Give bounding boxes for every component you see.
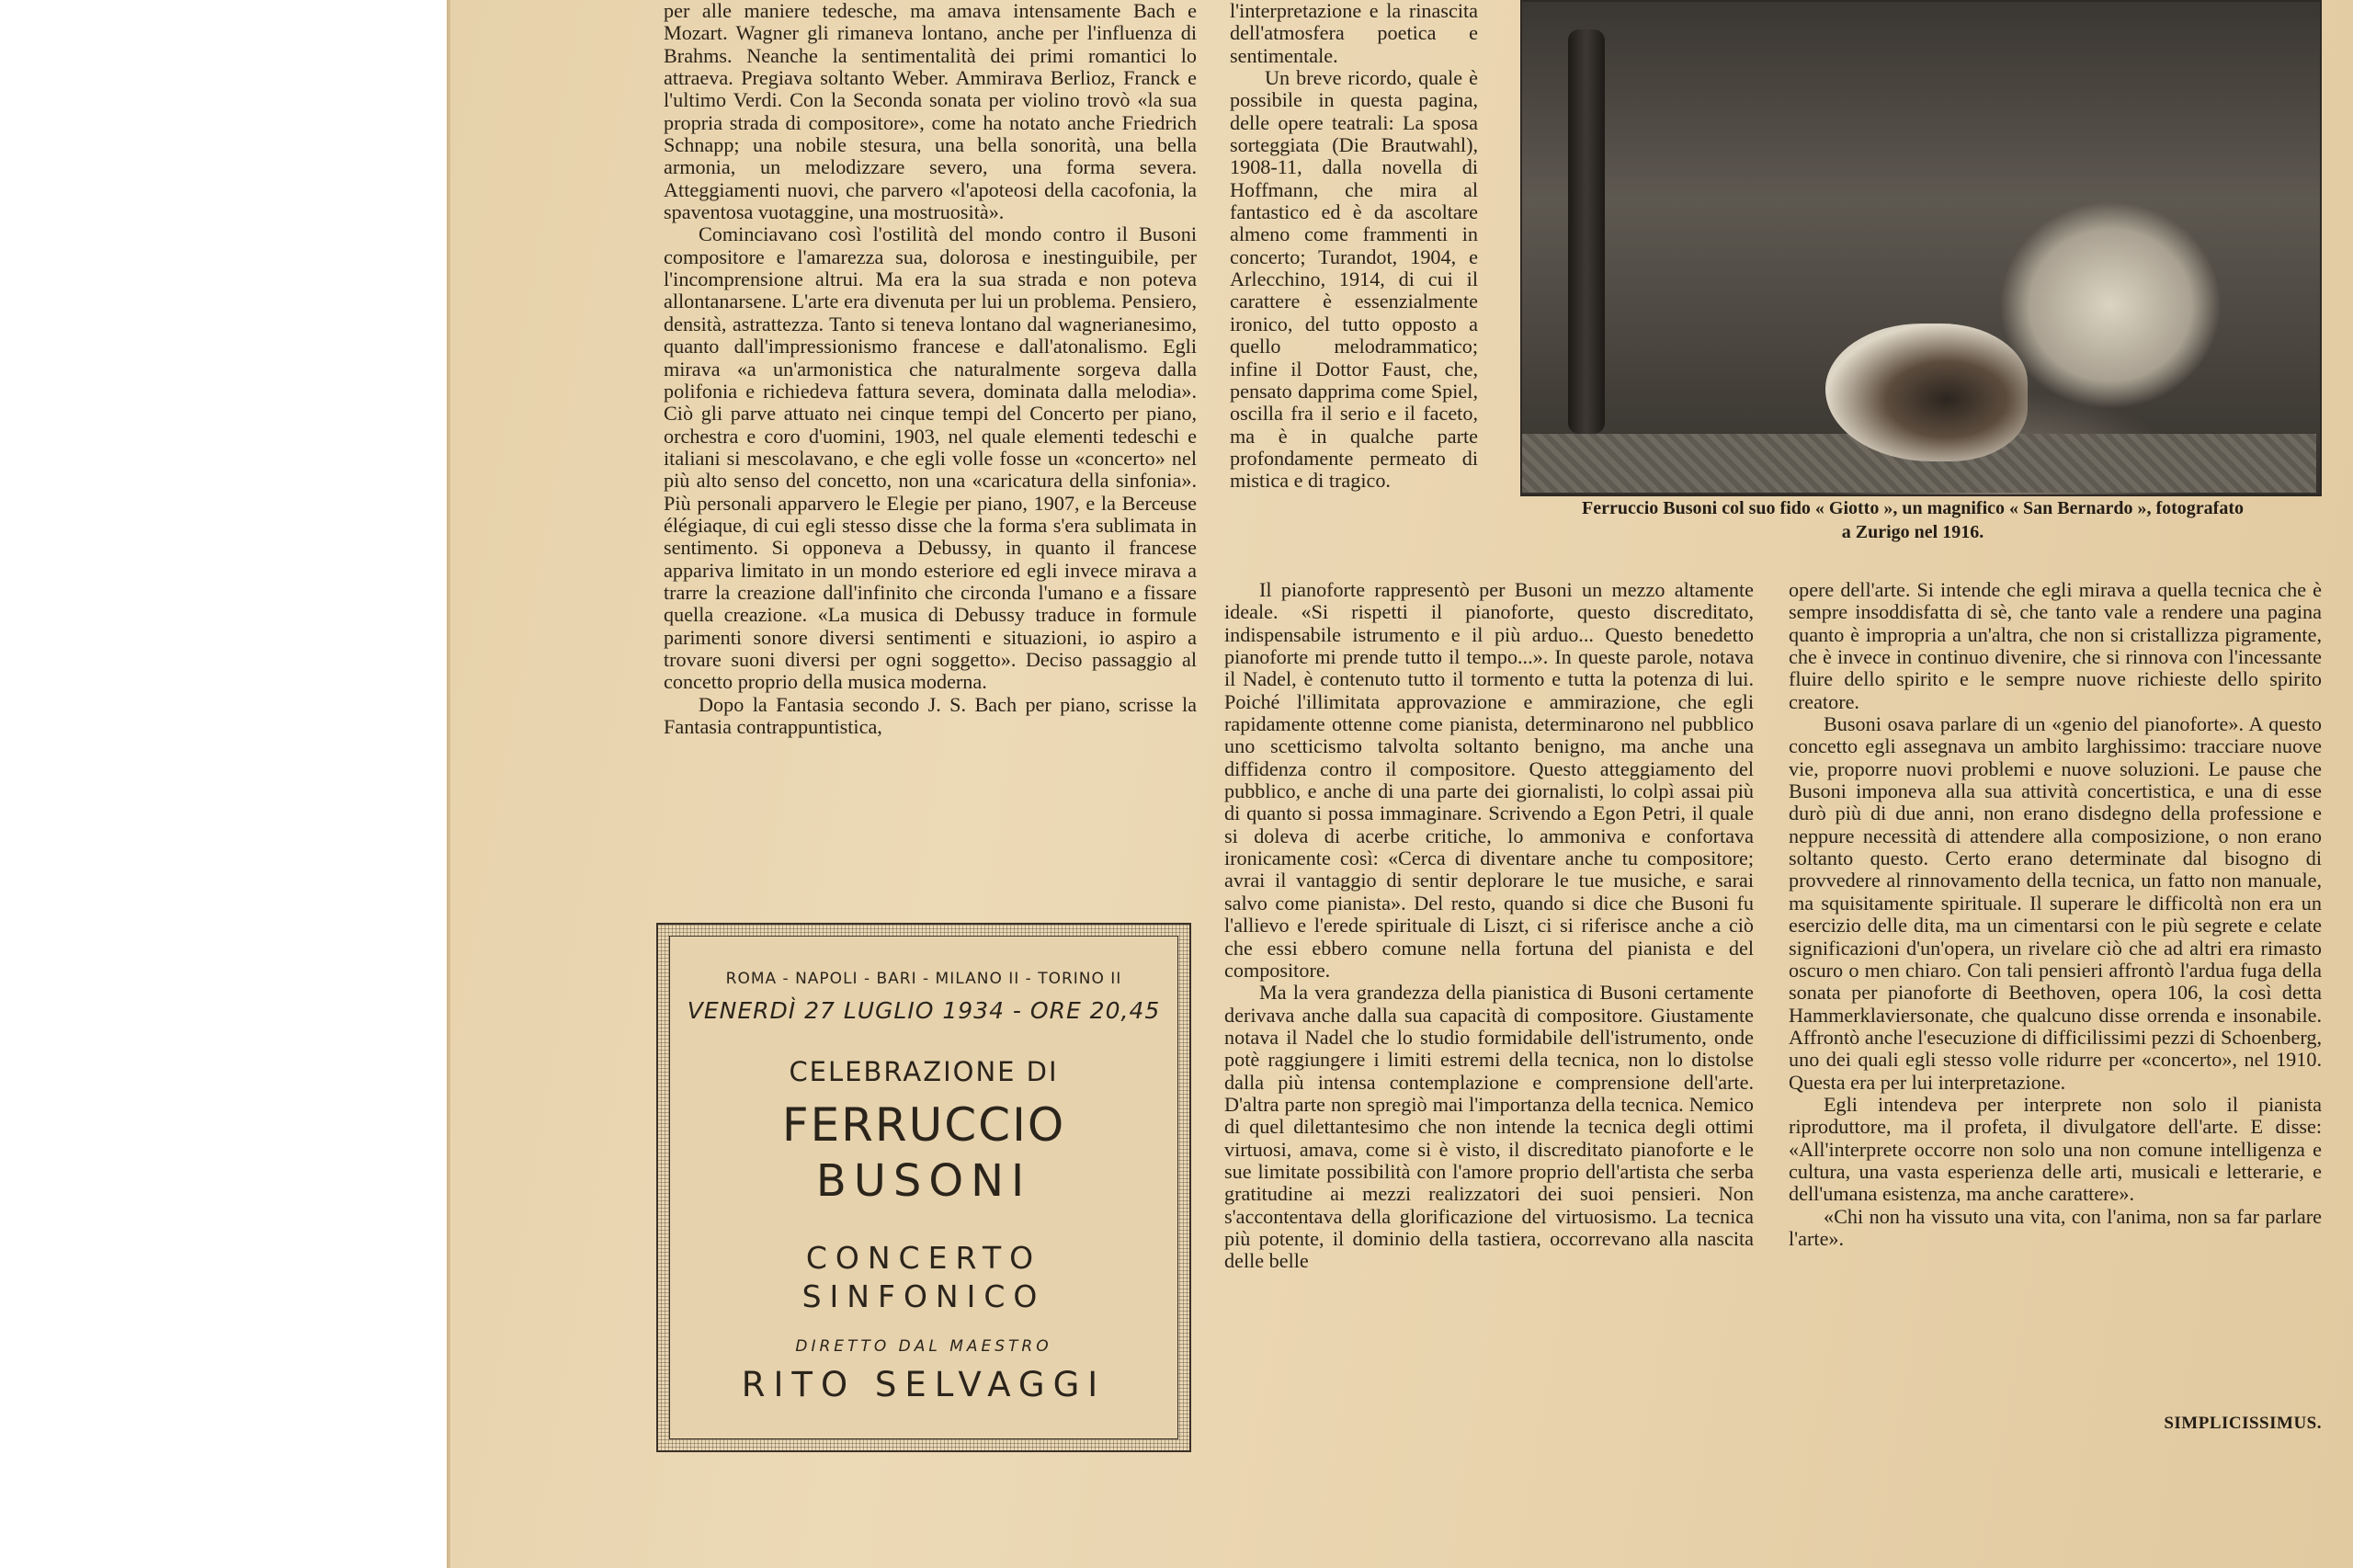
busoni-dog-photo [1520,0,2322,496]
ad-symphonic: SINFONICO [801,1278,1046,1314]
paragraph: Il pianoforte rappresentò per Busoni un mezzo altamente ideale. «Si rispetti il pianoforte, questo discreditato, indispensabile istrumento e il più arduo... Questo benedetto pianoforte mi prende tutto il tempo...». In queste parole, notava il Nadel, è contenuto tutto il tormento e tutta la potenza di lui. Poiché l'illimitata approvazione e ammirazione, che egli rapidamente ottenne come pianista, determinarono nel pubblico uno scetticismo talvolta soltanto benigno, ma anche una diffidenza contro il compositore. Questo atteggiamento del pubblico, e anche di una parte dei giornalisti, lo colpì assai più di quanto si possa immaginare. Scrivendo a Egon Petri, il quale si doleva di acerbe critiche, lo ammoniva e confortava ironicamente così: «Cerca di diventare anche tu compositore; avrai il vantaggio di sentir deplorare le tue musiche, e sarai salvo come pianista». Del resto, quando si dice che Busoni fu l'allievo e l'erede spirituale di Liszt, ci si riferisce anche a ciò che essi ebbero comune nella fortuna del pianista e del compositore. [1224,579,1754,982]
ad-conductor: RITO SELVAGGI [741,1365,1107,1404]
paragraph: Cominciavano così l'ostilità del mondo contro il Busoni compositore e l'amarezza sua, dolorosa e inestinguibile, per l'incomprensione altrui. Ma era la sua strada e non poteva allontanarsene. L'arte era divenuta per lui un problema. Pensiero, densità, astrattezza. Tanto si teneva lontano dal wagnerianesimo, quanto dall'impressionismo francese e dall'atonalismo. Egli mirava «a un'armonistica che naturalmente sorgeva dalla polifonia e richiedeva fattura severa, dominata dalla melodia». Ciò gli parve attuato nei cinque tempi del Concerto per piano, orchestra e coro d'uomini, 1903, nel quale elementi tedeschi e italiani si mescolavano, e che egli volle fosse un «concerto» nel più alto senso del concetto, non una «caricatura della sinfonia». Più personali apparvero le Elegie per piano, 1907, e la Berceuse élégiaque, di cui egli stesso disse che la forma s'era sublimata in sentimento. Si opponeva a Debussy, in quanto il francese appariva limitato in un mondo esteriore ed egli invece mirava a trarre la creazione dall'infinito che circonda l'umano e a fissare quella creazione. «La musica di Debussy traduce in formule parimenti sonore diversi sentimenti e situazioni, io aspiro a trovare suoni diversi per ogni soggetto». Deciso passaggio al concetto proprio della musica moderna. [664,222,1197,694]
ad-name-last: BUSONI [815,1155,1032,1207]
article-column-1 [664,0,1197,884]
paragraph: Ma la vera grandezza della pianistica di Busoni certamente derivava anche dalla sua capacità di compositore. Giustamente notava il Nadel che lo studio formidabile dell'istrumento, onde potè raggiungere i limiti estremi della tecnica, non lo distolse dalla più intensa contemplazione e comprensione dell'arte. D'altra parte non spregiò mai l'importanza della tecnica. Nemico di quel dilettantesimo che non intende la tecnica degli ottimi virtuosi, amava, come si è visto, il discreditato pianoforte e le sue limitate possibilità con l'amore proprio dell'artista che serba gratitudine ai mezzi realizzatori dei suoi pensieri. Non s'accontentava della glorificazione del virtuosismo. La tecnica più potente, il dominio della tastiera, occorrevano alla nascita delle belle [1224,981,1754,1273]
article-column-4 [1789,579,2322,1434]
caption-line-2: a Zurigo nel 1916. [1841,522,1984,542]
paragraph: per alle maniere tedesche, ma amava intensamente Bach e Mozart. Wagner gli rimaneva lontano, anche per l'influenza di Brahms. Neanche la sentimentalità dei primi romantici lo attraeva. Pregiava soltanto Weber. Ammirava Berlioz, Franck e l'ultimo Verdi. Con la Seconda sonata per violino trovò «la sua propria strada di compositore», come ha notato anche Friedrich Schnapp; una nobile stesura, una bella sonorità, una bella armonia, un melodizzare severo, una forma severa. Atteggiamenti nuovi, che parvero «l'apoteosi della cacofonia, la spaventosa vuotaggine, una mostruosità». [664,0,1197,224]
ad-concert: CONCERTO [805,1240,1042,1276]
paragraph: Un breve ricordo, quale è possibile in questa pagina, delle opere teatrali: La sposa sorteggiata (Die Brautwahl), 1908-11, dalla novella di Hoffmann, che mira al fantastico ed è da ascoltare almeno come frammenti in concerto; Turandot, 1904, e Arlecchino, 1914, di cui il carattere è essenzialmente ironico, del tutto opposto a quello melodrammatico; infine il Dottor Faust, che, pensato dapprima come Spiel, oscilla fra il serio e il faceto, ma è in qualche parte profondamente permeato di mistica e di tragico. [1230,66,1478,493]
article-column-2 [1230,0,1478,575]
author-signature: SIMPLICISSIMUS. [2164,1414,2322,1433]
paragraph: «Chi non ha vissuto una vita, con l'anima, non sa far parlare l'arte». [1789,1204,2322,1250]
ad-date: VENERDÌ 27 LUGLIO 1934 - ORE 20,45 [687,997,1161,1024]
paragraph: l'interpretazione e la rinascita dell'atmosfera poetica e sentimentale. [1230,0,1478,67]
paragraph: opere dell'arte. Si intende che egli mirava a quella tecnica che è sempre insoddisfatta di sè, che tanto vale a rendere una pagina quanto è impropria a un'altra, che non si cristallizza pigramente, che è invece in continuo divenire, che si rinnova con l'incessante fluire dello spirito e le sempre nuove richieste dello spirito creatore. [1789,579,2322,713]
caption-line-1: Ferruccio Busoni col suo fido « Giotto », un magnifico « San Bernardo », fotografato [1582,498,2244,518]
table-leg [1568,29,1605,434]
paragraph: Egli intendeva per interprete non solo il pianista riproduttore, ma il profeta, il divulgatore dell'arte. E disse: «All'interprete occorre non solo una non comune intelligenza e cultura, una vasta esperienza delle arti, musicali e letterarie, e dell'umana esistenza, ma anche carattere». [1789,1092,2322,1206]
ad-panel [669,936,1178,1439]
photo-caption [1504,496,2322,544]
ad-cities: ROMA - NAPOLI - BARI - MILANO II - TORINO II [725,970,1122,988]
paragraph: Busoni osava parlare di un «genio del pianoforte». A questo concetto egli assegnava un ambito larghissimo: tracciare nuove vie, proporre nuovi problemi e nuove soluzioni. Le pause che Busoni imponeva alla sua attività concertistica, e una di esse durò più di due anni, non erano disdegno della professione e neppure necessità di attendere alla composizione, o non erano soltanto questo. Certo erano determinate dal bisogno di provvedere al rinnovamento della tecnica, un fatto non manuale, ma squisitamente spirituale. Il superare le difficoltà non era un esercizio delle dita, ma un cimentarsi con le più segrete e celate significazioni d'un'opera, un rivelare ciò che ad altri era rimasto oscuro o men chiaro. Con tali pensieri affrontò l'ardua fuga della sonata per pianoforte di Beethoven, opera 106, la così detta Hammerklaviersonate, che qualcuno disse orrenda e insonabile. Affrontò anche l'esecuzione di difficilissimi pezzi di Schoenberg, uno dei quali egli stesso volle ridurre per «concerto», nel 1910. Questa era per lui interpretazione. [1789,712,2322,1094]
ad-celebration: CELEBRAZIONE DI [789,1056,1059,1087]
concert-advertisement [656,923,1191,1452]
ad-name-first: FERRUCCIO [781,1098,1066,1152]
paragraph: Dopo la Fantasia secondo J. S. Bach per piano, scrisse la Fantasia contrappuntistica, [664,692,1197,738]
ad-directed-by: DIRETTO DAL MAESTRO [795,1337,1052,1356]
article-column-3 [1224,579,1754,1498]
